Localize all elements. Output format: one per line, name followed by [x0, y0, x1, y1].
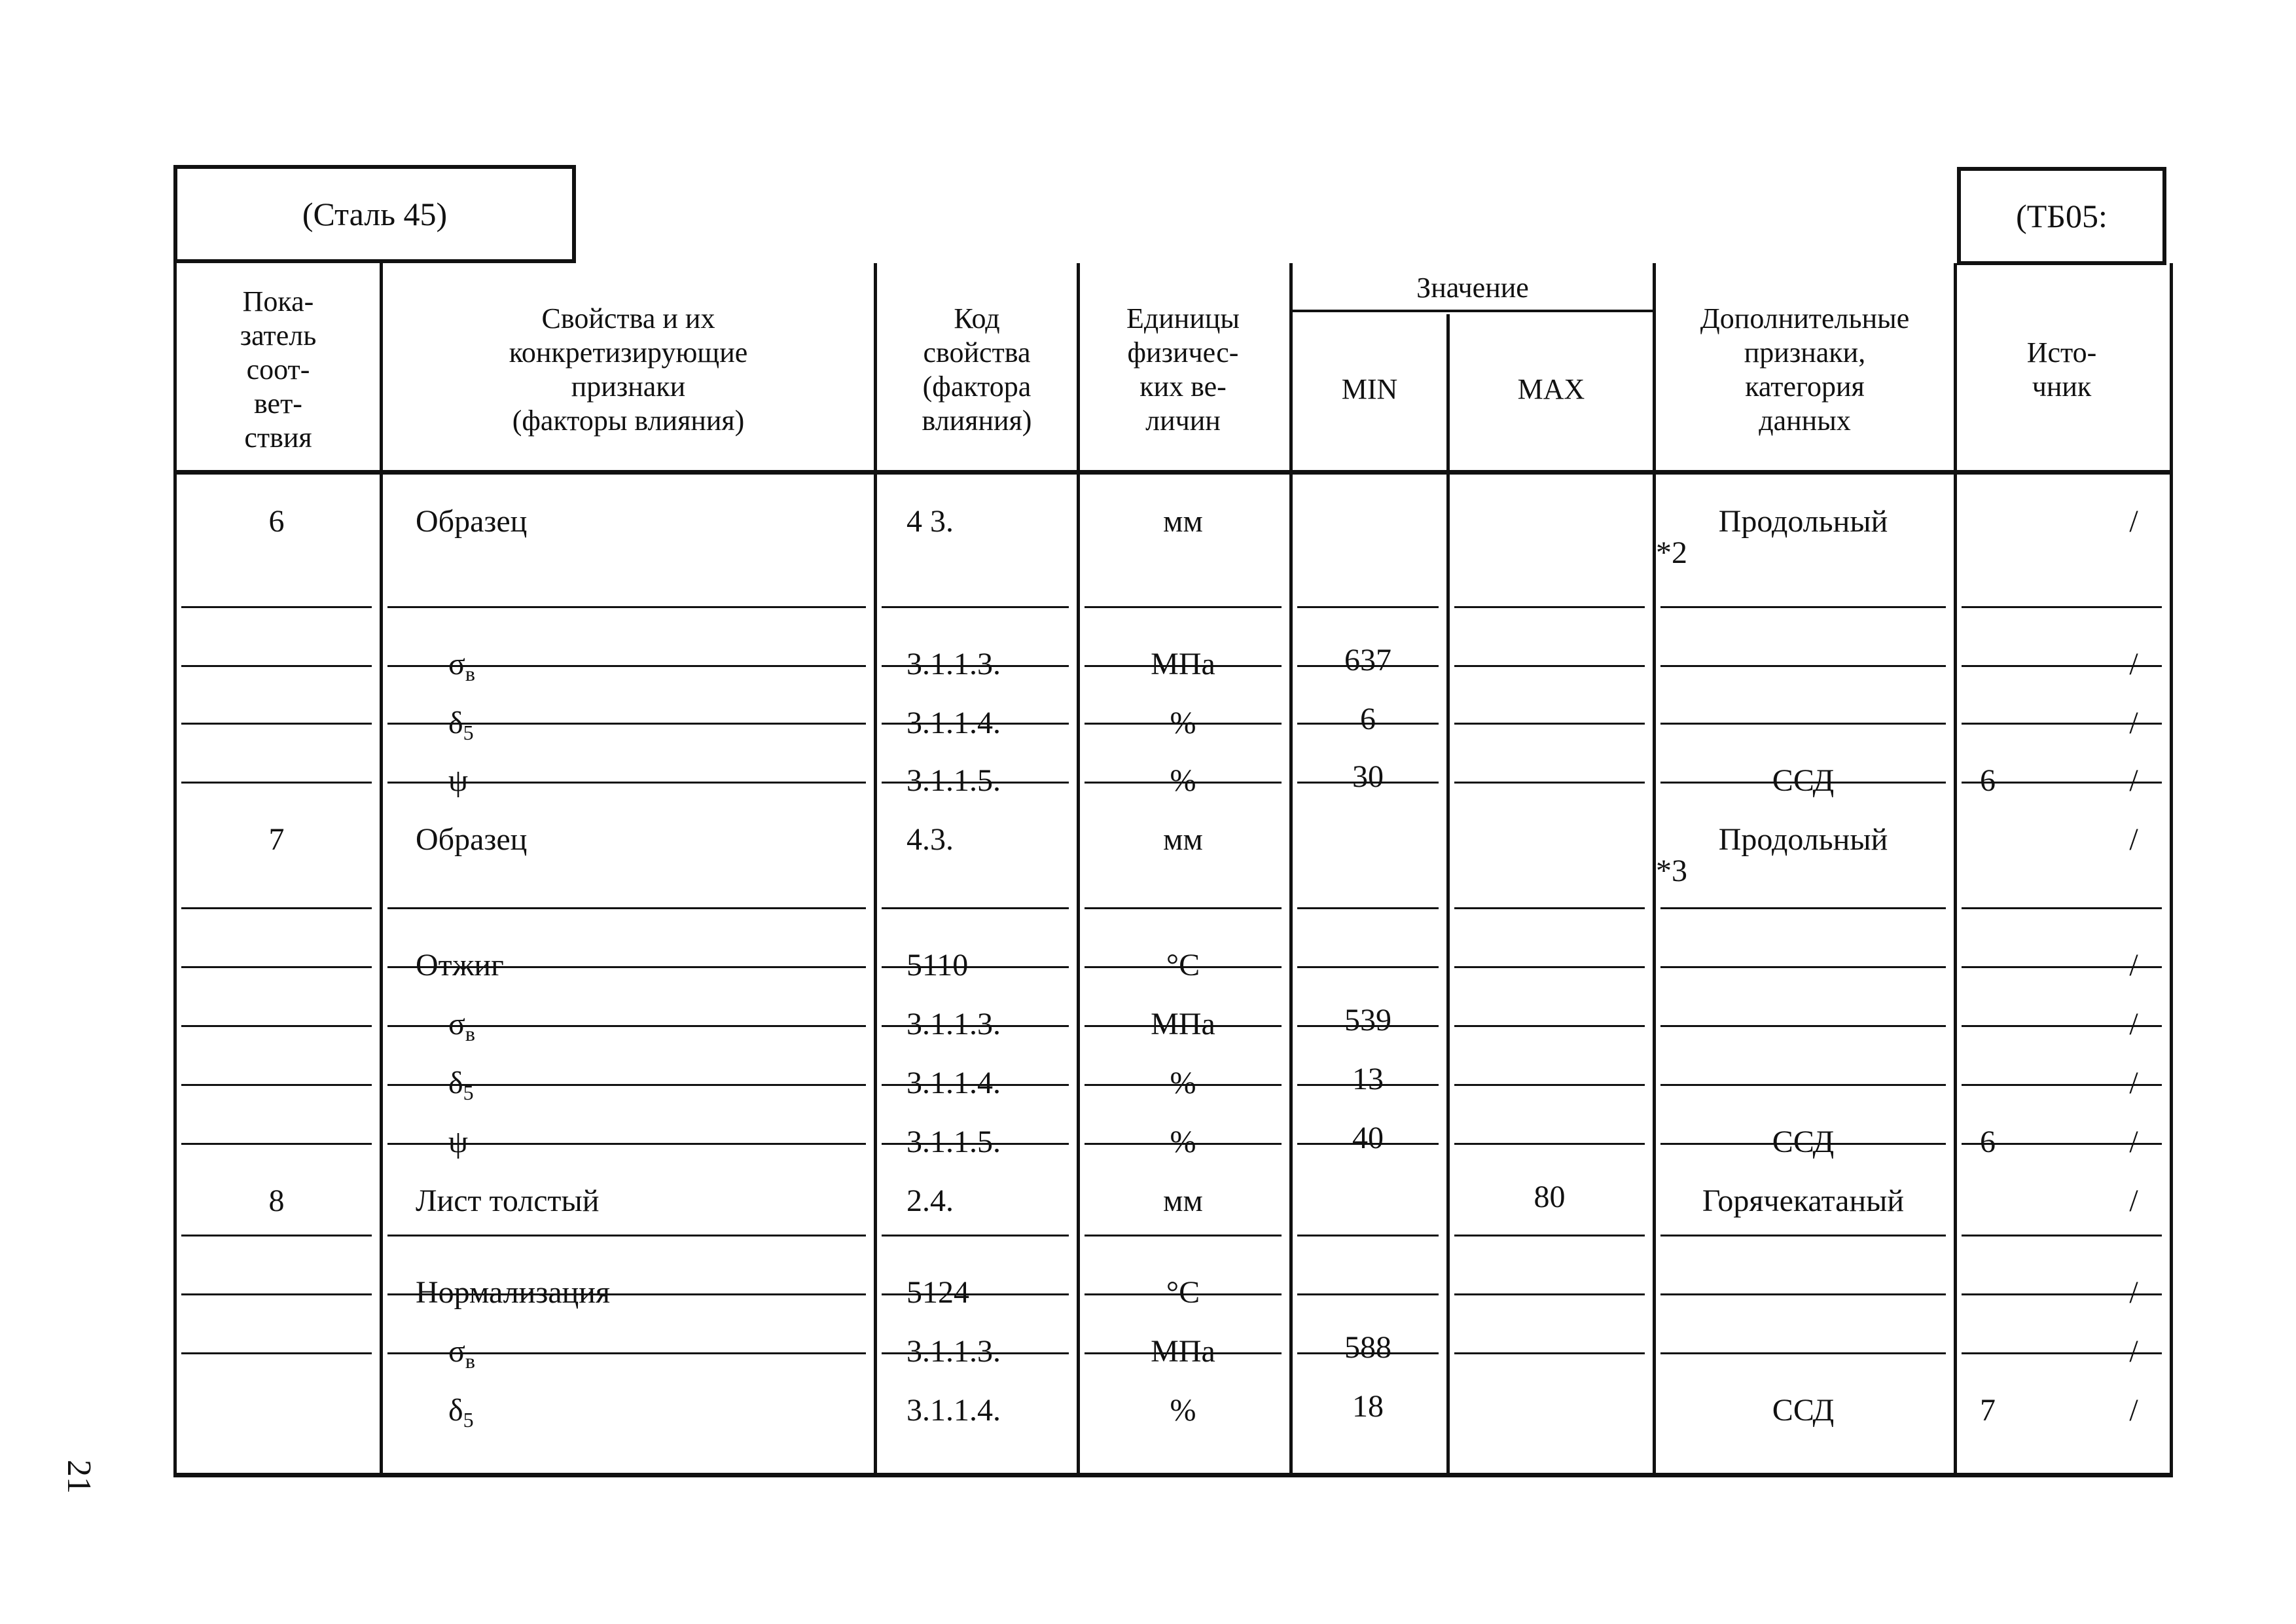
row-mark: /	[2129, 504, 2138, 539]
row-property: Лист толстый	[416, 1183, 600, 1218]
row-unit: МПа	[1151, 1007, 1215, 1041]
row-extra: Продольный	[1718, 822, 1888, 857]
row-rule	[1085, 1235, 1282, 1236]
row-rule	[1454, 1025, 1645, 1027]
page-number: 21	[60, 1460, 98, 1494]
col-header-max: MAX	[1517, 373, 1585, 405]
row-rule	[882, 606, 1069, 608]
row-rule	[1454, 1235, 1645, 1236]
bottom-rule	[173, 1473, 2173, 1477]
row-rule	[1297, 1293, 1439, 1295]
row-rule	[181, 1143, 372, 1145]
row-rule	[1454, 782, 1645, 784]
row-code: 3.1.1.4.	[906, 1066, 1001, 1100]
row-unit: °С	[1166, 948, 1200, 983]
row-rule	[181, 907, 372, 909]
col-header-extra: Дополнительные признаки, категория данных	[1700, 302, 1910, 437]
row-unit: %	[1170, 1066, 1196, 1100]
row-extra: ССД	[1772, 1125, 1835, 1159]
row-property: $\delta_5$	[448, 706, 474, 744]
row-property: Нормализация	[416, 1275, 611, 1310]
row-rule	[181, 1293, 372, 1295]
row-rule	[1962, 907, 2162, 909]
row-property: $\delta_5$	[448, 1393, 474, 1432]
row-code: 3.1.1.4.	[906, 1393, 1001, 1428]
row-rule	[387, 1235, 866, 1236]
row-extra-note: *3	[1656, 854, 1687, 888]
row-rule	[1297, 966, 1439, 968]
row-property: $\delta_5$	[448, 1066, 474, 1104]
row-code: 3.1.1.3.	[906, 1334, 1001, 1369]
column-divider	[1446, 314, 1450, 1477]
row-rule	[1454, 665, 1645, 667]
row-max: 80	[1534, 1180, 1566, 1214]
row-rule	[181, 1084, 372, 1086]
row-property: Отжиг	[416, 948, 504, 983]
col-header-indicator: Пока- затель соот- вет- ствия	[240, 285, 317, 454]
row-extra: Горячекатаный	[1702, 1183, 1905, 1218]
row-unit: МПа	[1151, 1334, 1215, 1369]
row-rule	[1454, 966, 1645, 968]
header-rule	[173, 470, 2173, 475]
col-header-value-group: Значение	[1416, 272, 1529, 304]
row-min: 40	[1352, 1121, 1384, 1155]
row-mark: /	[2129, 647, 2138, 681]
row-source: 6	[1980, 763, 1996, 798]
row-rule	[1454, 907, 1645, 909]
material-box	[173, 165, 576, 263]
row-code: 4.3.	[906, 822, 954, 857]
row-min: 18	[1352, 1389, 1384, 1424]
row-mark: /	[2129, 1007, 2138, 1041]
row-unit: %	[1170, 706, 1196, 740]
row-mark: /	[2129, 706, 2138, 740]
row-unit: мм	[1163, 1183, 1203, 1218]
row-rule	[1454, 1293, 1645, 1295]
row-rule	[1660, 665, 1946, 667]
col-header-min: MIN	[1341, 373, 1398, 405]
row-indicator: 7	[268, 822, 285, 857]
row-rule	[1660, 1293, 1946, 1295]
row-rule	[181, 665, 372, 667]
code-box	[1957, 167, 2166, 265]
row-rule	[1454, 1084, 1645, 1086]
row-min: 539	[1344, 1003, 1391, 1038]
row-rule	[1085, 606, 1282, 608]
row-mark: /	[2129, 1125, 2138, 1159]
row-rule	[181, 782, 372, 784]
row-unit: мм	[1163, 822, 1203, 857]
row-min: 13	[1352, 1062, 1384, 1096]
row-rule	[1660, 606, 1946, 608]
row-min: 6	[1360, 702, 1376, 736]
row-extra: ССД	[1772, 763, 1835, 798]
row-rule	[1660, 1025, 1946, 1027]
row-unit: мм	[1163, 504, 1203, 539]
row-mark: /	[2129, 1183, 2138, 1218]
row-min: 30	[1352, 759, 1384, 794]
col-header-properties: Свойства и их конкретизирующие признаки (факторы влияния)	[509, 302, 748, 437]
row-code: 3.1.1.3.	[906, 1007, 1001, 1041]
row-mark: /	[2129, 1393, 2138, 1428]
row-code: 3.1.1.4.	[906, 706, 1001, 740]
row-rule	[181, 1352, 372, 1354]
row-source: 6	[1980, 1125, 1996, 1159]
row-rule	[882, 1235, 1069, 1236]
row-property: Образец	[416, 504, 528, 539]
row-rule	[1085, 907, 1282, 909]
col-header-units: Единицы физичес- ких ве- личин	[1126, 302, 1240, 437]
row-rule	[181, 606, 372, 608]
code-label: (ТБ05:	[2016, 198, 2108, 234]
row-rule	[1962, 1235, 2162, 1236]
row-code: 5124	[906, 1275, 969, 1310]
row-property: ψ	[448, 1125, 469, 1159]
row-mark: /	[2129, 1275, 2138, 1310]
row-property: $\sigma_в$	[448, 1007, 475, 1045]
row-rule	[1454, 723, 1645, 725]
row-code: 3.1.1.5.	[906, 763, 1001, 798]
row-unit: %	[1170, 1393, 1196, 1428]
row-rule	[1454, 606, 1645, 608]
column-divider	[2170, 263, 2173, 1477]
row-rule	[882, 907, 1069, 909]
row-unit: %	[1170, 1125, 1196, 1159]
col-header-source: Исто- чник	[2026, 336, 2097, 403]
row-rule	[181, 1235, 372, 1236]
row-min: 637	[1344, 643, 1391, 677]
row-rule	[1660, 907, 1946, 909]
row-rule	[181, 966, 372, 968]
row-extra: Продольный	[1718, 504, 1888, 539]
row-mark: /	[2129, 948, 2138, 983]
row-rule	[1454, 1143, 1645, 1145]
row-indicator: 8	[268, 1183, 285, 1218]
row-rule	[1660, 723, 1946, 725]
row-rule	[1660, 1352, 1946, 1354]
row-code: 3.1.1.5.	[906, 1125, 1001, 1159]
row-code: 2.4.	[906, 1183, 954, 1218]
row-code: 3.1.1.3.	[906, 647, 1001, 681]
row-mark: /	[2129, 1334, 2138, 1369]
row-extra: ССД	[1772, 1393, 1835, 1428]
row-rule	[387, 606, 866, 608]
row-unit: %	[1170, 763, 1196, 798]
row-rule	[1660, 966, 1946, 968]
row-rule	[1297, 606, 1439, 608]
row-property: $\sigma_в$	[448, 647, 475, 685]
row-source: 7	[1980, 1393, 1996, 1428]
row-property: ψ	[448, 763, 469, 798]
row-rule	[1660, 1084, 1946, 1086]
row-rule	[181, 1025, 372, 1027]
row-unit: °С	[1166, 1275, 1200, 1310]
row-mark: /	[2129, 822, 2138, 857]
row-indicator: 6	[268, 504, 285, 539]
row-property: Образец	[416, 822, 528, 857]
row-unit: МПа	[1151, 647, 1215, 681]
row-mark: /	[2129, 1066, 2138, 1100]
row-rule	[1297, 907, 1439, 909]
material-label: (Сталь 45)	[302, 196, 448, 232]
row-rule	[181, 723, 372, 725]
row-rule	[1660, 1235, 1946, 1236]
row-rule	[1297, 1235, 1439, 1236]
row-code: 5110	[906, 948, 969, 983]
row-extra-note: *2	[1656, 535, 1687, 570]
col-header-code: Код свойства (фактора влияния)	[922, 302, 1032, 437]
row-property: $\sigma_в$	[448, 1334, 475, 1373]
row-rule	[1454, 1352, 1645, 1354]
row-min: 588	[1344, 1330, 1391, 1365]
row-rule	[1962, 606, 2162, 608]
row-mark: /	[2129, 763, 2138, 798]
row-rule	[387, 907, 866, 909]
row-code: 4 3.	[906, 504, 954, 539]
